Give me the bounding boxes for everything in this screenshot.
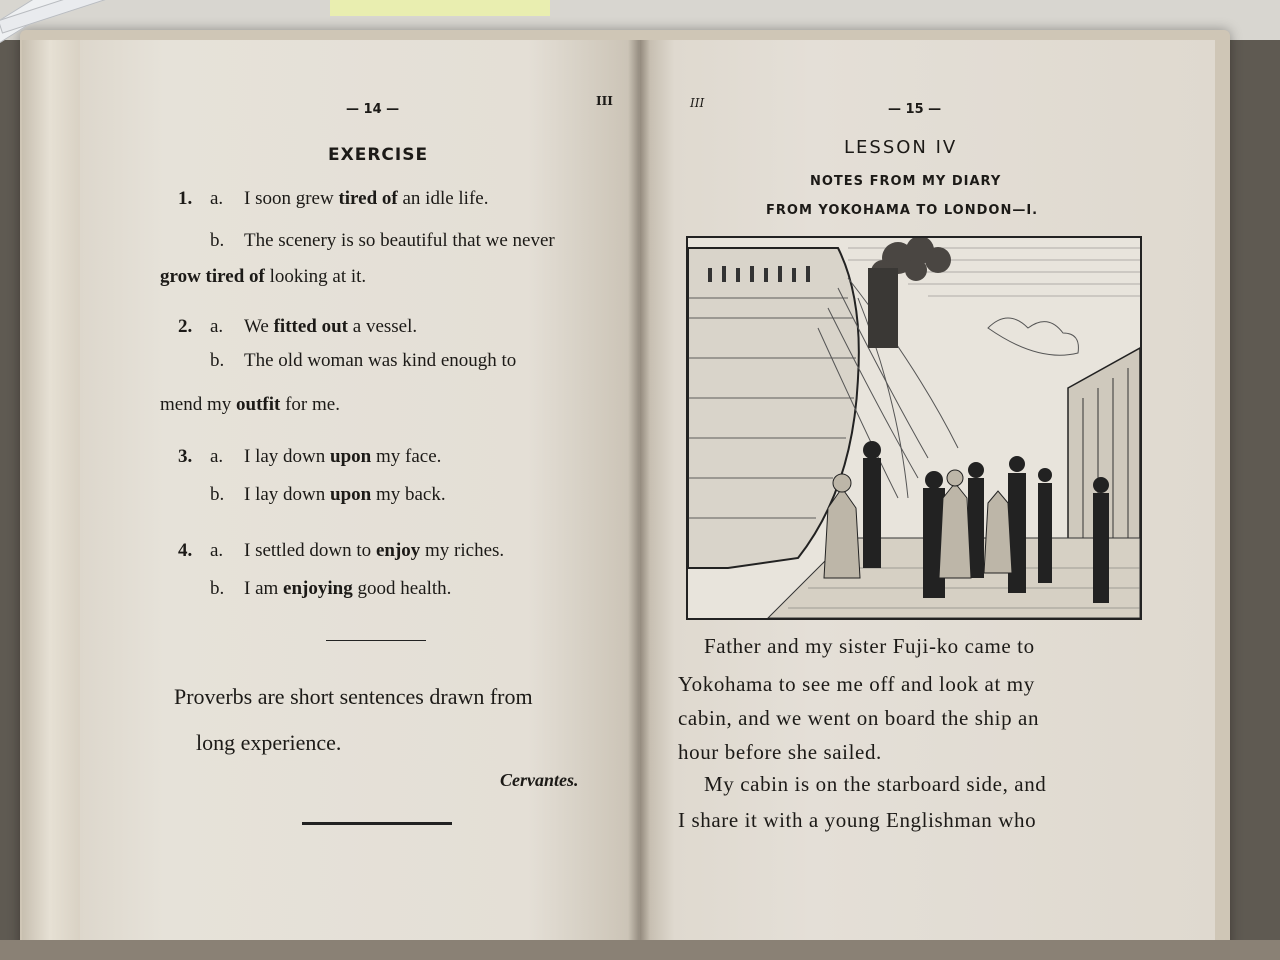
- exercise-keyword: outfit: [236, 394, 281, 415]
- exercise-text: for me.: [280, 394, 340, 415]
- exercise-sentence: [244, 316, 417, 338]
- exercise-sub-letter: b.: [210, 578, 225, 599]
- exercise-keyword: upon: [330, 446, 372, 467]
- exercise-keyword: upon: [330, 484, 372, 505]
- background-bottom: [0, 940, 1280, 960]
- exercise-text: my face.: [371, 446, 442, 467]
- lesson-title: LESSON IV: [844, 137, 958, 158]
- exercise-sub-letter: a.: [210, 188, 224, 209]
- exercise-sentence: [244, 484, 446, 506]
- exercise-text: an idle life.: [397, 188, 489, 209]
- exercise-sub-letter: a.: [210, 446, 224, 467]
- exercise-sentence: [160, 266, 366, 288]
- exercise-text: The scenery is so beautiful that we never: [244, 230, 555, 251]
- left-page-number: — 14 —: [346, 102, 400, 117]
- exercise-keyword: grow tired of: [160, 266, 265, 287]
- divider-end: [302, 822, 452, 825]
- lesson-body-line: Yokohama to see me off and look at my: [678, 672, 1035, 696]
- right-page-number: — 15 —: [888, 102, 942, 117]
- sticky-note: [330, 0, 550, 16]
- lesson-body-line: cabin, and we went on board the ship an: [678, 706, 1040, 730]
- exercise-sub-letter: b.: [210, 350, 225, 371]
- exercise-number: 3.: [178, 446, 193, 467]
- ship-departure-illustration: [686, 236, 1142, 620]
- exercise-sentence: [244, 350, 516, 372]
- exercise-number: 2.: [178, 316, 193, 337]
- exercise-text: We: [244, 316, 274, 337]
- exercise-text: looking at it.: [264, 266, 367, 287]
- proverb-attribution: Cervantes.: [500, 770, 579, 790]
- exercise-sub-letter: a.: [210, 316, 224, 337]
- exercise-number: 1.: [178, 188, 193, 209]
- exercise-keyword: fitted out: [273, 316, 349, 337]
- proverb-line-1: Proverbs are short sentences drawn from: [174, 684, 533, 709]
- exercise-sub-letter: a.: [210, 540, 224, 561]
- exercise-number: 4.: [178, 540, 193, 561]
- exercise-sentence: [160, 394, 340, 416]
- right-section-mark: III: [690, 96, 705, 110]
- exercise-text: my back.: [371, 484, 446, 505]
- exercise-text: I settled down to: [244, 540, 376, 561]
- exercise-text: I am: [244, 578, 284, 599]
- lesson-body-line: I share it with a young Englishman who: [678, 808, 1037, 832]
- lesson-subtitle-2: FROM YOKOHAMA TO LONDON—I.: [766, 203, 1039, 218]
- lesson-body-line: My cabin is on the starboard side, and: [704, 772, 1047, 796]
- left-section-mark: III: [596, 94, 613, 108]
- proverb-line-2: long experience.: [196, 730, 342, 755]
- ship-illustration-icon: [688, 238, 1140, 618]
- lesson-body-line: Father and my sister Fuji-ko came to: [704, 634, 1035, 658]
- divider-short: [326, 640, 426, 641]
- exercise-keyword: enjoy: [375, 540, 421, 561]
- exercise-keyword: tired of: [338, 188, 398, 209]
- exercise-text: a vessel.: [348, 316, 418, 337]
- exercise-text: mend my: [160, 394, 236, 415]
- exercise-text: good health.: [352, 578, 452, 599]
- exercise-text: I lay down: [244, 446, 331, 467]
- exercise-text: I lay down: [244, 484, 331, 505]
- exercise-sentence: [244, 446, 441, 468]
- exercise-sub-letter: b.: [210, 230, 225, 251]
- exercise-text: I soon grew: [244, 188, 339, 209]
- exercise-sentence: [244, 578, 451, 600]
- exercise-text: The old woman was kind enough to: [244, 350, 517, 371]
- exercise-sub-letter: b.: [210, 484, 225, 505]
- exercise-sentence: [244, 188, 488, 210]
- exercise-sentence: [244, 540, 504, 562]
- exercise-text: my riches.: [420, 540, 505, 561]
- exercise-keyword: enjoying: [283, 578, 353, 599]
- lesson-body-line: hour before she sailed.: [678, 740, 882, 764]
- exercise-title: EXERCISE: [328, 145, 429, 165]
- book-gutter: [628, 40, 650, 940]
- lesson-subtitle-1: NOTES FROM MY DIARY: [810, 174, 1002, 189]
- exercise-sentence: [244, 230, 555, 252]
